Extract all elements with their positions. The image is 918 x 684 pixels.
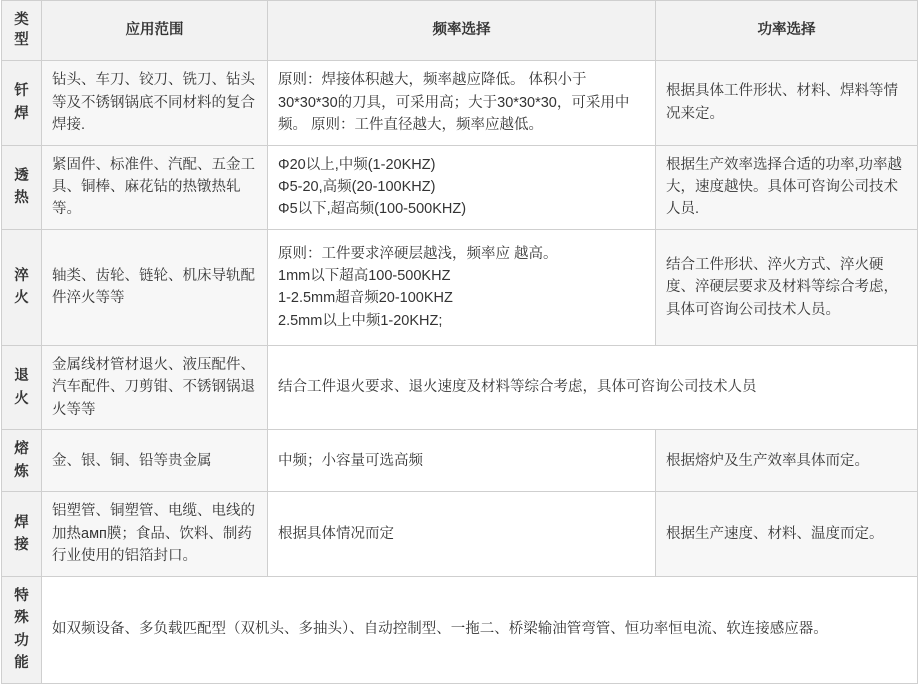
- table-header-row: [2, 1, 918, 61]
- row-type-annealing: 退 火: [2, 345, 42, 429]
- row-scope: 钻头、车刀、铰刀、铣刀、钻头等及不锈钢锅底不同材料的复合焊接.: [42, 61, 268, 145]
- column-header-frequency: 频率选择: [268, 1, 656, 61]
- row-power: 结合工件形状、淬火方式、淬火硬度、淬硬层要求及材料等综合考虑，具体可咨询公司技术人员。: [656, 229, 918, 345]
- row-type-melting: 熔 炼: [2, 430, 42, 492]
- table-row: [2, 430, 918, 492]
- table-header: [2, 1, 918, 61]
- table-row: [2, 576, 918, 683]
- row-type-special-functions: 特殊 功能: [2, 576, 42, 683]
- row-frequency: 根据具体情况而定: [268, 492, 656, 576]
- row-scope: 铝塑管、铜塑管、电缆、电线的加热амп膜；食品、饮料、制药行业使用的铝箔封口。: [42, 492, 268, 576]
- table-row: [2, 492, 918, 576]
- column-header-scope: 应用范围: [42, 1, 268, 61]
- row-frequency: Φ20以上,中频(1-20KHZ) Φ5-20,高频(20-100KHZ) Φ5以下,超高频(100-500KHZ): [268, 145, 656, 229]
- column-header-power: 功率选择: [656, 1, 918, 61]
- row-scope: 轴类、齿轮、链轮、机床导轨配件淬火等等: [42, 229, 268, 345]
- table-body: [2, 61, 918, 683]
- row-type-through-heating: 透 热: [2, 145, 42, 229]
- column-header-type: 类 型: [2, 1, 42, 61]
- table-row: [2, 61, 918, 145]
- table-row: [2, 229, 918, 345]
- row-power: 根据生产速度、材料、温度而定。: [656, 492, 918, 576]
- row-frequency: 原则：工件要求淬硬层越浅，频率应 越高。 1mm以下超高100-500KHZ 1-2.5mm超音频20-100KHZ 2.5mm以上中频1-20KHZ;: [268, 229, 656, 345]
- row-frequency: 原则：焊接体积越大，频率越应降低。 体积小于30*30*30的刀具，可采用高；大于30*30*30，可采用中频。 原则：工件直径越大，频率应越低。: [268, 61, 656, 145]
- row-power: 根据生产效率选择合适的功率,功率越大，速度越快。具体可咨询公司技术人员.: [656, 145, 918, 229]
- row-frequency: 中频；小容量可选高频: [268, 430, 656, 492]
- row-special-functions-text: 如双频设备、多负载匹配型（双机头、多抽头）、自动控制型、一拖二、桥梁输油管弯管、恒功率恒电流、软连接感应器。: [42, 576, 918, 683]
- table-row: [2, 345, 918, 429]
- row-power: 根据熔炉及生产效率具体而定。: [656, 430, 918, 492]
- row-type-quenching: 淬 火: [2, 229, 42, 345]
- table-row: [2, 145, 918, 229]
- row-scope: 金、银、铜、铅等贵金属: [42, 430, 268, 492]
- row-scope: 紧固件、标准件、汽配、五金工具、铜棒、麻花钻的热镦热轧等。: [42, 145, 268, 229]
- row-merged-frequency-power: 结合工件退火要求、退火速度及材料等综合考虑，具体可咨询公司技术人员: [268, 345, 918, 429]
- row-scope: 金属线材管材退火、液压配件、汽车配件、刀剪钳、不锈钢锅退火等等: [42, 345, 268, 429]
- row-type-brazing: 钎 焊: [2, 61, 42, 145]
- row-power: 根据具体工件形状、材料、焊料等情况来定。: [656, 61, 918, 145]
- row-type-welding: 焊 接: [2, 492, 42, 576]
- induction-heating-spec-table: [1, 0, 918, 684]
